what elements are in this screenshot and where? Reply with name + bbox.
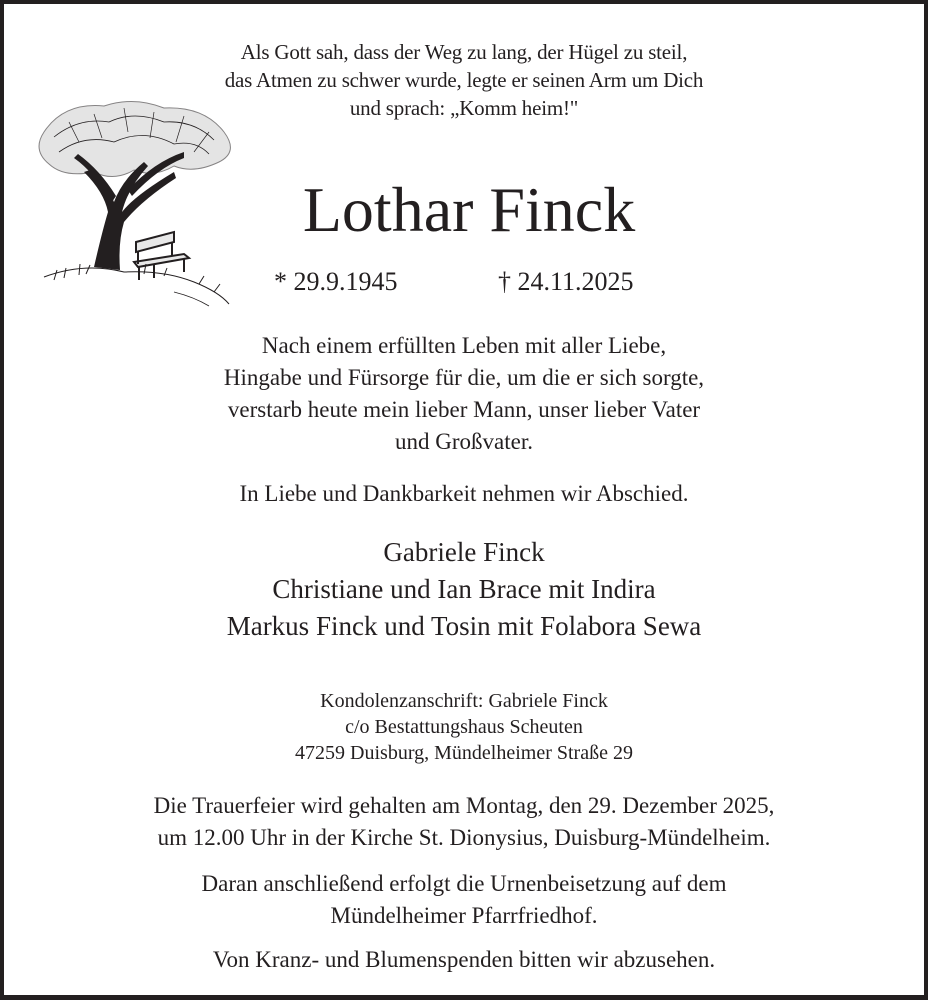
tribute-line: verstarb heute mein lieber Mann, unser lieber Vater [227,397,701,422]
burial-info [4,868,924,932]
family-member: Gabriele Finck [383,537,545,567]
service-line: Die Trauerfeier wird gehalten am Montag, den 29. Dezember 2025, [153,793,775,818]
tribute-line: Hingabe und Fürsorge für die, um die er sich sorgte, [223,365,705,390]
tribute-line: und Großvater. [395,429,533,454]
address-line: 47259 Duisburg, Mündelheimer Straße 29 [295,742,633,764]
burial-line: Daran anschließend erfolgt die Urnenbeisetzung auf dem [201,871,727,896]
birth-date: * 29.9.1945 [274,267,398,296]
deceased-name: Lothar Finck [302,174,636,245]
condolence-address [4,688,924,766]
family-member: Christiane und Ian Brace mit Indira [272,574,656,604]
burial-line: Mündelheimer Pfarrfriedhof. [330,903,598,928]
funeral-service-info [4,790,924,854]
obituary-notice [4,4,924,995]
family-list [4,534,924,645]
farewell-text: In Liebe und Dankbarkeit nehmen wir Abschied. [239,481,689,506]
tribute-text [4,330,924,458]
service-line: um 12.00 Uhr in der Kirche St. Dionysius, Duisburg-Mündelheim. [157,825,771,850]
address-line: Kondolenzanschrift: Gabriele Finck [320,690,608,712]
family-member: Markus Finck und Tosin mit Folabora Sewa [226,611,702,641]
address-line: c/o Bestattungshaus Scheuten [345,716,583,738]
flowers-note: Von Kranz- und Blumenspenden bitten wir abzusehen. [212,947,716,972]
tribute-line: Nach einem erfüllten Leben mit aller Liebe, [261,333,667,358]
verse-line: Als Gott sah, dass der Weg zu lang, der Hügel zu steil, [240,40,688,64]
death-date: † 24.11.2025 [498,267,634,296]
verse-line: und sprach: „Komm heim!" [349,96,579,120]
verse-line: das Atmen zu schwer wurde, legte er seinen Arm um Dich [224,68,704,92]
